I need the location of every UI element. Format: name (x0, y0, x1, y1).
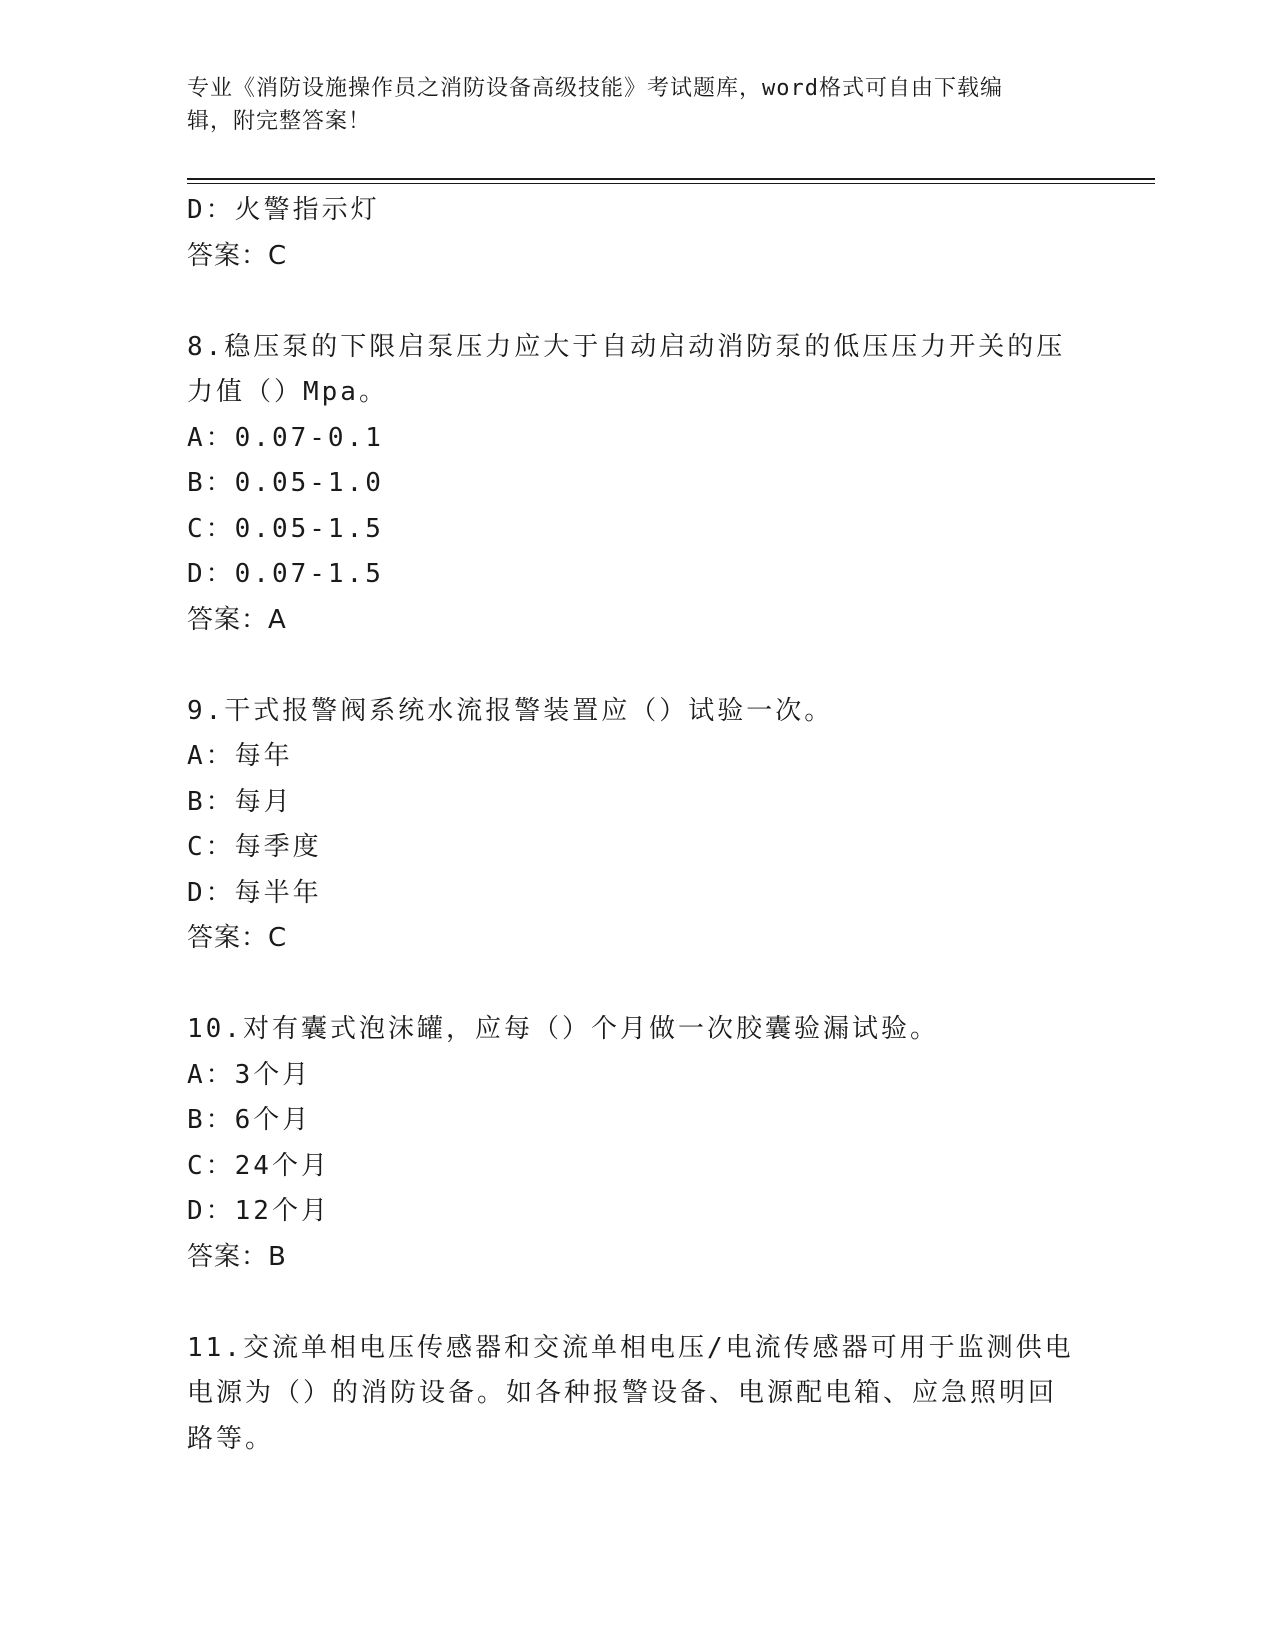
question-text-line: 路等。 (187, 1423, 275, 1454)
question-8 (187, 325, 1067, 644)
option-b: B：6个月 (187, 1105, 312, 1135)
question-text-line: 11.交流单相电压传感器和交流单相电压/电流传感器可用于监测供电 (187, 1332, 1074, 1363)
option-b: B：0.05-1.0 (187, 468, 384, 498)
answer: 答案：A (187, 604, 287, 635)
option-a: A：0.07-0.1 (187, 422, 384, 453)
answer: 答案：C (187, 240, 288, 271)
question-text-line: 10.对有囊式泡沫罐，应每（）个月做一次胶囊验漏试验。 (187, 1014, 939, 1044)
spacer (187, 279, 1067, 325)
answer: 答案：B (187, 1241, 287, 1272)
question-text-line: 8.稳压泵的下限启泵压力应大于自动启动消防泵的低压压力开关的压 (187, 331, 1066, 362)
answer: 答案：C (187, 923, 288, 953)
question-text-line: 电源为（）的消防设备。如各种报警设备、电源配电箱、应急照明回 (187, 1378, 1058, 1408)
header-rule-thick (187, 178, 1155, 180)
spacer (187, 643, 1067, 689)
option-c: C：每季度 (187, 832, 322, 862)
option-a: A：每年 (187, 741, 293, 771)
spacer (187, 962, 1067, 1008)
page-header (187, 72, 1077, 138)
option-d: D：12个月 (187, 1196, 330, 1226)
spacer (187, 1280, 1067, 1326)
option-c: C：0.05-1.5 (187, 513, 384, 544)
header-rule-thin (187, 183, 1155, 184)
option-d: D：每半年 (187, 877, 322, 908)
option-c: C：24个月 (187, 1150, 330, 1181)
question-10 (187, 1007, 1067, 1280)
option-a: A：3个月 (187, 1059, 312, 1090)
option-d: D：火警指示灯 (187, 195, 380, 225)
question-text-line: 9.干式报警阀系统水流报警装置应（）试验一次。 (187, 695, 834, 726)
question-text-line: 力值（）Mpa。 (187, 377, 388, 407)
question-9 (187, 689, 1067, 962)
question-list (187, 188, 1074, 1462)
header-line-1: 专业《消防设施操作员之消防设备高级技能》考试题库，word格式可自由下载编 (187, 76, 1003, 101)
header-line-2: 辑，附完整答案！ (187, 109, 372, 134)
question-11 (187, 1326, 1074, 1463)
option-b: B：每月 (187, 786, 293, 817)
option-d: D：0.07-1.5 (187, 559, 384, 589)
